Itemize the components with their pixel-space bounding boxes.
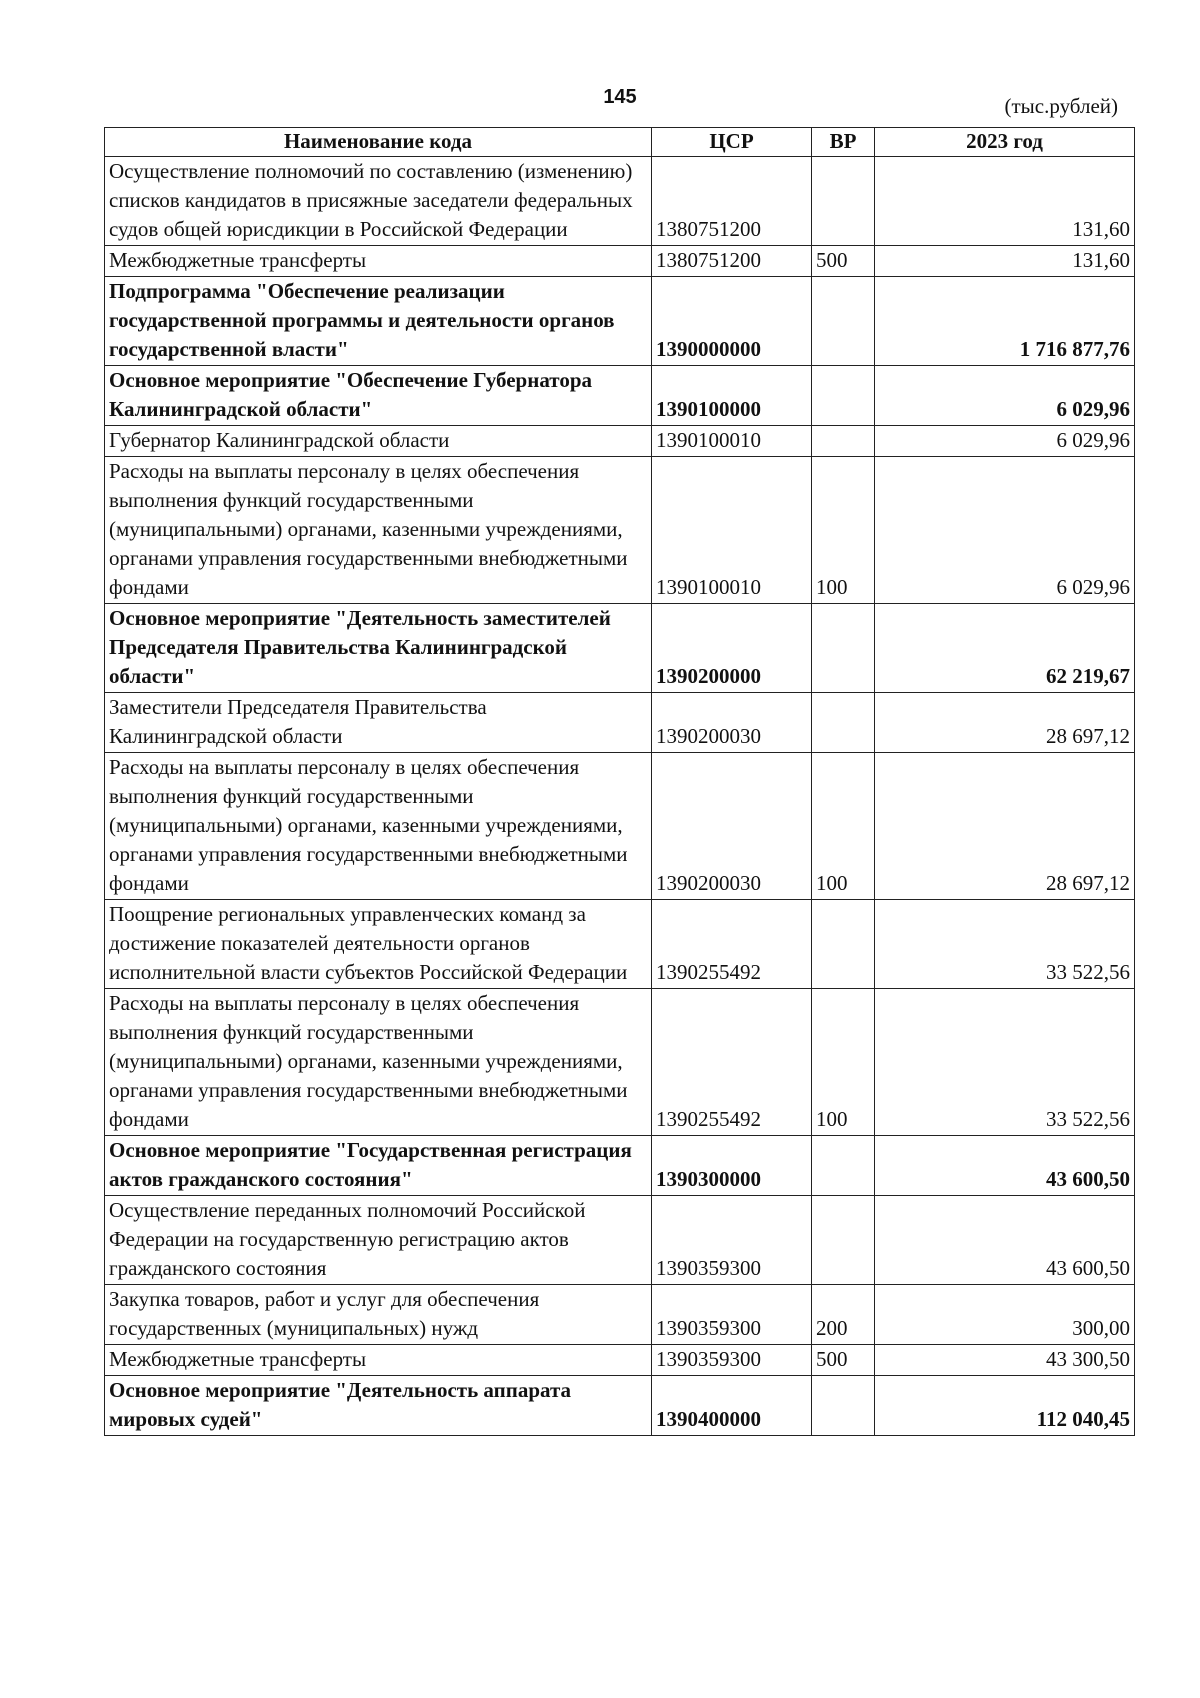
cell-name: Осуществление переданных полномочий Российской Федерации на государственную регистрацию актов гражданского состояния [105, 1196, 652, 1285]
cell-name: Губернатор Калининградской области [105, 426, 652, 457]
cell-sum: 131,60 [875, 246, 1135, 277]
cell-vr [812, 604, 875, 693]
cell-csr: 1390300000 [652, 1136, 812, 1196]
cell-name: Закупка товаров, работ и услуг для обеспечения государственных (муниципальных) нужд [105, 1285, 652, 1345]
cell-vr [812, 693, 875, 753]
cell-csr: 1390000000 [652, 277, 812, 366]
cell-vr [812, 366, 875, 426]
cell-vr [812, 1196, 875, 1285]
table-row [105, 989, 1135, 1136]
cell-sum: 6 029,96 [875, 366, 1135, 426]
cell-vr: 100 [812, 989, 875, 1136]
cell-vr: 100 [812, 457, 875, 604]
cell-csr: 1390359300 [652, 1345, 812, 1376]
table-row [105, 277, 1135, 366]
cell-sum: 28 697,12 [875, 693, 1135, 753]
cell-name: Поощрение региональных управленческих команд за достижение показателей деятельности органов исполнительной власти субъектов Российской Федерации [105, 900, 652, 989]
cell-vr [812, 277, 875, 366]
cell-name: Расходы на выплаты персоналу в целях обеспечения выполнения функций государственными (муниципальными) органами, казенными учреждениями, органами управления государственными внебюджетными фондами [105, 753, 652, 900]
cell-name: Основное мероприятие "Деятельность заместителей Председателя Правительства Калининградской области" [105, 604, 652, 693]
cell-sum: 6 029,96 [875, 457, 1135, 604]
cell-name: Межбюджетные трансферты [105, 246, 652, 277]
table-row [105, 366, 1135, 426]
cell-name: Основное мероприятие "Государственная регистрация актов гражданского состояния" [105, 1136, 652, 1196]
table-row [105, 900, 1135, 989]
cell-csr: 1390100010 [652, 426, 812, 457]
cell-vr: 500 [812, 1345, 875, 1376]
cell-sum: 33 522,56 [875, 900, 1135, 989]
cell-name: Расходы на выплаты персоналу в целях обеспечения выполнения функций государственными (муниципальными) органами, казенными учреждениями, органами управления государственными внебюджетными фондами [105, 457, 652, 604]
cell-sum: 43 600,50 [875, 1136, 1135, 1196]
cell-name: Заместители Председателя Правительства Калининградской области [105, 693, 652, 753]
table-row [105, 1345, 1135, 1376]
header-vr: ВР [812, 128, 875, 157]
table-row [105, 457, 1135, 604]
table-header-row [105, 128, 1135, 157]
table-row [105, 1196, 1135, 1285]
cell-vr [812, 157, 875, 246]
table-row [105, 157, 1135, 246]
header-name: Наименование кода [105, 128, 652, 157]
cell-csr: 1390200030 [652, 753, 812, 900]
header-year: 2023 год [875, 128, 1135, 157]
cell-csr: 1390400000 [652, 1376, 812, 1436]
table-row [105, 604, 1135, 693]
cell-sum: 300,00 [875, 1285, 1135, 1345]
cell-vr [812, 1376, 875, 1436]
cell-vr [812, 900, 875, 989]
cell-vr: 100 [812, 753, 875, 900]
cell-sum: 28 697,12 [875, 753, 1135, 900]
cell-vr [812, 426, 875, 457]
table-row [105, 1376, 1135, 1436]
cell-sum: 62 219,67 [875, 604, 1135, 693]
cell-sum: 1 716 877,76 [875, 277, 1135, 366]
units-label: (тыс.рублей) [1004, 94, 1118, 118]
budget-table [104, 127, 1135, 1436]
cell-csr: 1380751200 [652, 157, 812, 246]
cell-csr: 1390100010 [652, 457, 812, 604]
cell-csr: 1390359300 [652, 1196, 812, 1285]
cell-csr: 1390200030 [652, 693, 812, 753]
cell-sum: 33 522,56 [875, 989, 1135, 1136]
table-row [105, 426, 1135, 457]
cell-sum: 43 300,50 [875, 1345, 1135, 1376]
cell-sum: 131,60 [875, 157, 1135, 246]
cell-vr [812, 1136, 875, 1196]
table-row [105, 1136, 1135, 1196]
cell-csr: 1390255492 [652, 900, 812, 989]
header-csr: ЦСР [652, 128, 812, 157]
cell-vr: 500 [812, 246, 875, 277]
cell-csr: 1390100000 [652, 366, 812, 426]
cell-name: Межбюджетные трансферты [105, 1345, 652, 1376]
table-body [105, 157, 1135, 1436]
cell-vr: 200 [812, 1285, 875, 1345]
cell-name: Подпрограмма "Обеспечение реализации государственной программы и деятельности органов государственной власти" [105, 277, 652, 366]
cell-sum: 112 040,45 [875, 1376, 1135, 1436]
cell-csr: 1380751200 [652, 246, 812, 277]
table-row [105, 1285, 1135, 1345]
table-row [105, 246, 1135, 277]
page-number: 145 [603, 86, 637, 108]
cell-csr: 1390359300 [652, 1285, 812, 1345]
cell-name: Основное мероприятие "Деятельность аппарата мировых судей" [105, 1376, 652, 1436]
cell-sum: 6 029,96 [875, 426, 1135, 457]
table-row [105, 693, 1135, 753]
table-row [105, 753, 1135, 900]
cell-csr: 1390200000 [652, 604, 812, 693]
cell-name: Осуществление полномочий по составлению (изменению) списков кандидатов в присяжные заседатели федеральных судов общей юрисдикции в Российской Федерации [105, 157, 652, 246]
cell-csr: 1390255492 [652, 989, 812, 1136]
cell-name: Расходы на выплаты персоналу в целях обеспечения выполнения функций государственными (муниципальными) органами, казенными учреждениями, органами управления государственными внебюджетными фондами [105, 989, 652, 1136]
cell-name: Основное мероприятие "Обеспечение Губернатора Калининградской области" [105, 366, 652, 426]
cell-sum: 43 600,50 [875, 1196, 1135, 1285]
